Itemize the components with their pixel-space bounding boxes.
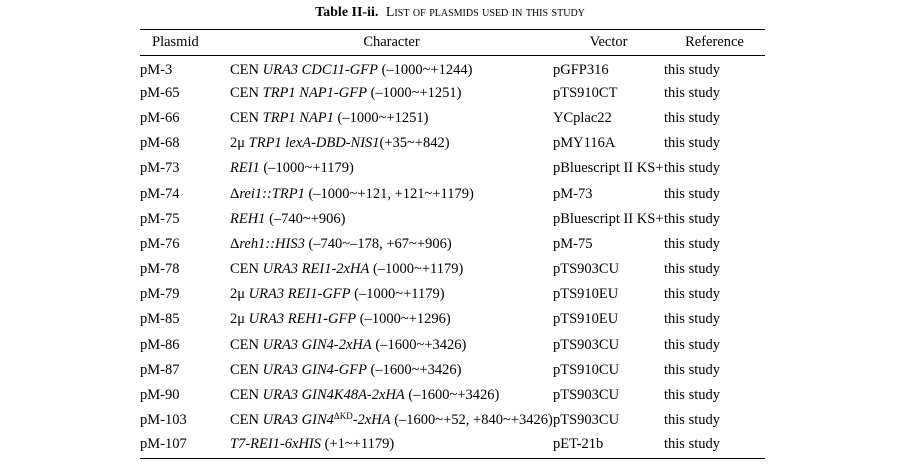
cell-vector: pTS910EU	[553, 286, 619, 303]
character-text: CEN	[230, 61, 263, 78]
character-text: (–1000~+1179)	[369, 261, 464, 278]
cell-reference: this study	[664, 210, 720, 227]
caption-label: Table II-ii.	[315, 5, 379, 20]
character-text: CEN	[230, 412, 263, 429]
character-text: Δ	[230, 185, 240, 202]
table-caption	[0, 4, 900, 22]
table-body	[140, 56, 765, 459]
cell-plasmid: pM-107	[140, 433, 230, 458]
cell-vector: pM-75	[553, 235, 593, 252]
cell-character	[230, 408, 553, 433]
character-italic: URA3 GIN4	[262, 412, 334, 429]
cell-character	[230, 181, 553, 206]
character-italic: URA3 GIN4-2xHA	[262, 336, 372, 353]
character-italic: URA3 GIN4-GFP	[262, 361, 367, 378]
cell-character	[230, 106, 553, 131]
character-text: (–1000~+1244)	[377, 61, 473, 78]
character-text: (–1600~+3426)	[366, 361, 462, 378]
table-row	[140, 282, 765, 307]
character-italic: TRP1 NAP1	[262, 109, 334, 126]
character-italic: REI1	[230, 160, 260, 177]
cell-vector: pBluescript II KS+	[553, 160, 664, 177]
cell-character	[230, 383, 553, 408]
cell-vector: pGFP316	[553, 61, 609, 78]
character-italic: TRP1 NAP1-GFP	[262, 84, 367, 101]
caption-title: List of plasmids used in this study	[385, 5, 585, 20]
cell-character	[230, 207, 553, 232]
cell-reference: this study	[664, 261, 720, 278]
cell-plasmid: pM-85	[140, 311, 180, 328]
cell-vector: pTS903CU	[553, 336, 620, 353]
cell-character	[230, 333, 553, 358]
table-row	[140, 181, 765, 206]
character-text: (–1000~+1179)	[350, 286, 445, 303]
character-text: (–740~–178, +67~+906)	[304, 235, 452, 252]
cell-plasmid: pM-86	[140, 336, 180, 353]
cell-plasmid: pM-78	[140, 261, 180, 278]
cell-reference: this study	[664, 109, 720, 126]
cell-character	[230, 232, 553, 257]
cell-character	[230, 81, 553, 106]
table-row	[140, 307, 765, 332]
character-italic: TRP1 lexA-DBD-NIS1	[248, 135, 380, 152]
character-text: Δ	[230, 235, 240, 252]
table-row	[140, 106, 765, 131]
cell-character	[230, 56, 553, 81]
cell-vector: pTS910CU	[553, 361, 620, 378]
cell-reference: this study	[664, 361, 720, 378]
cell-character	[230, 358, 553, 383]
table-row	[140, 156, 765, 181]
table-row	[140, 257, 765, 282]
cell-vector: pTS903CU	[553, 261, 620, 278]
character-italic: rei1::TRP1	[239, 185, 305, 202]
character-text: CEN	[230, 387, 263, 404]
cell-reference: this study	[664, 61, 720, 78]
cell-reference: this study	[664, 311, 720, 328]
cell-reference: this study	[664, 286, 720, 303]
table-header-row	[140, 30, 765, 56]
cell-vector: pMY116A	[553, 135, 616, 152]
cell-reference: this study	[664, 412, 720, 429]
table-row	[140, 81, 765, 106]
plasmid-table	[140, 29, 765, 459]
character-italic: reh1::HIS3	[239, 235, 305, 252]
character-text: CEN	[230, 109, 263, 126]
cell-character	[230, 131, 553, 156]
column-header-character: Character	[230, 30, 553, 56]
cell-vector: YCplac22	[553, 109, 612, 126]
column-header-plasmid: Plasmid	[140, 30, 230, 56]
cell-reference: this study	[664, 160, 720, 177]
table-row	[140, 408, 765, 433]
cell-reference: this study	[664, 135, 720, 152]
cell-plasmid: pM-3	[140, 61, 173, 78]
character-text: (–1000~+121, +121~+1179)	[304, 185, 474, 202]
table-row	[140, 433, 765, 458]
character-text: (+35~+842)	[379, 135, 450, 152]
table-row	[140, 383, 765, 408]
character-italic: URA3 REI1-GFP	[248, 286, 351, 303]
cell-plasmid: pM-74	[140, 185, 180, 202]
character-italic: REH1	[230, 210, 266, 227]
character-italic: -2xHA	[352, 412, 391, 429]
character-text: (–1000~+1251)	[366, 84, 462, 101]
cell-plasmid: pM-76	[140, 235, 180, 252]
cell-reference: this study	[664, 387, 720, 404]
cell-vector: pTS910CT	[553, 84, 618, 101]
cell-plasmid: pM-65	[140, 84, 180, 101]
cell-reference: this study	[664, 185, 720, 202]
cell-character	[230, 156, 553, 181]
cell-reference: this study	[664, 433, 765, 458]
table-row	[140, 56, 765, 81]
character-text: 2μ	[230, 286, 249, 303]
cell-plasmid: pM-75	[140, 210, 180, 227]
cell-character	[230, 433, 553, 458]
character-italic: URA3 REH1-GFP	[248, 311, 357, 328]
character-text: CEN	[230, 261, 263, 278]
character-text: (–1000~+1179)	[259, 160, 354, 177]
table-row	[140, 333, 765, 358]
cell-vector: pTS910EU	[553, 311, 619, 328]
cell-vector: pTS903CU	[553, 412, 620, 429]
character-italic: URA3 CDC11-GFP	[262, 61, 378, 78]
character-text: (–1000~+1296)	[356, 311, 451, 328]
character-text: 2μ	[230, 135, 249, 152]
character-text: CEN	[230, 361, 263, 378]
cell-plasmid: pM-90	[140, 387, 180, 404]
cell-plasmid: pM-73	[140, 160, 180, 177]
cell-plasmid: pM-103	[140, 412, 187, 429]
cell-vector: pTS903CU	[553, 387, 620, 404]
cell-plasmid: pM-66	[140, 109, 180, 126]
cell-character	[230, 307, 553, 332]
cell-plasmid: pM-68	[140, 135, 180, 152]
character-text: (–1600~+3426)	[371, 336, 467, 353]
character-text: 2μ	[230, 311, 249, 328]
character-text: (–740~+906)	[265, 210, 346, 227]
character-text: (–1600~+3426)	[404, 387, 500, 404]
character-italic: URA3 REI1-2xHA	[262, 261, 370, 278]
character-text: CEN	[230, 84, 263, 101]
table-row	[140, 358, 765, 383]
cell-reference: this study	[664, 336, 720, 353]
cell-reference: this study	[664, 235, 720, 252]
cell-character	[230, 282, 553, 307]
cell-vector: pET-21b	[553, 433, 664, 458]
table-row	[140, 207, 765, 232]
cell-vector: pBluescript II KS+	[553, 210, 664, 227]
character-superscript: ΔKD	[333, 411, 353, 422]
character-text: CEN	[230, 336, 263, 353]
table-row	[140, 131, 765, 156]
table-row	[140, 232, 765, 257]
cell-vector: pM-73	[553, 185, 593, 202]
cell-plasmid: pM-87	[140, 361, 180, 378]
cell-character	[230, 257, 553, 282]
character-text: (+1~+1179)	[321, 436, 395, 453]
cell-plasmid: pM-79	[140, 286, 180, 303]
cell-reference: this study	[664, 84, 720, 101]
column-header-reference: Reference	[664, 30, 765, 56]
character-italic: T7-REI1-6xHIS	[230, 436, 322, 453]
character-text: (–1000~+1251)	[333, 109, 429, 126]
column-header-vector: Vector	[553, 30, 664, 56]
character-text: (–1600~+52, +840~+3426)	[390, 412, 553, 429]
character-italic: URA3 GIN4K48A-2xHA	[262, 387, 405, 404]
